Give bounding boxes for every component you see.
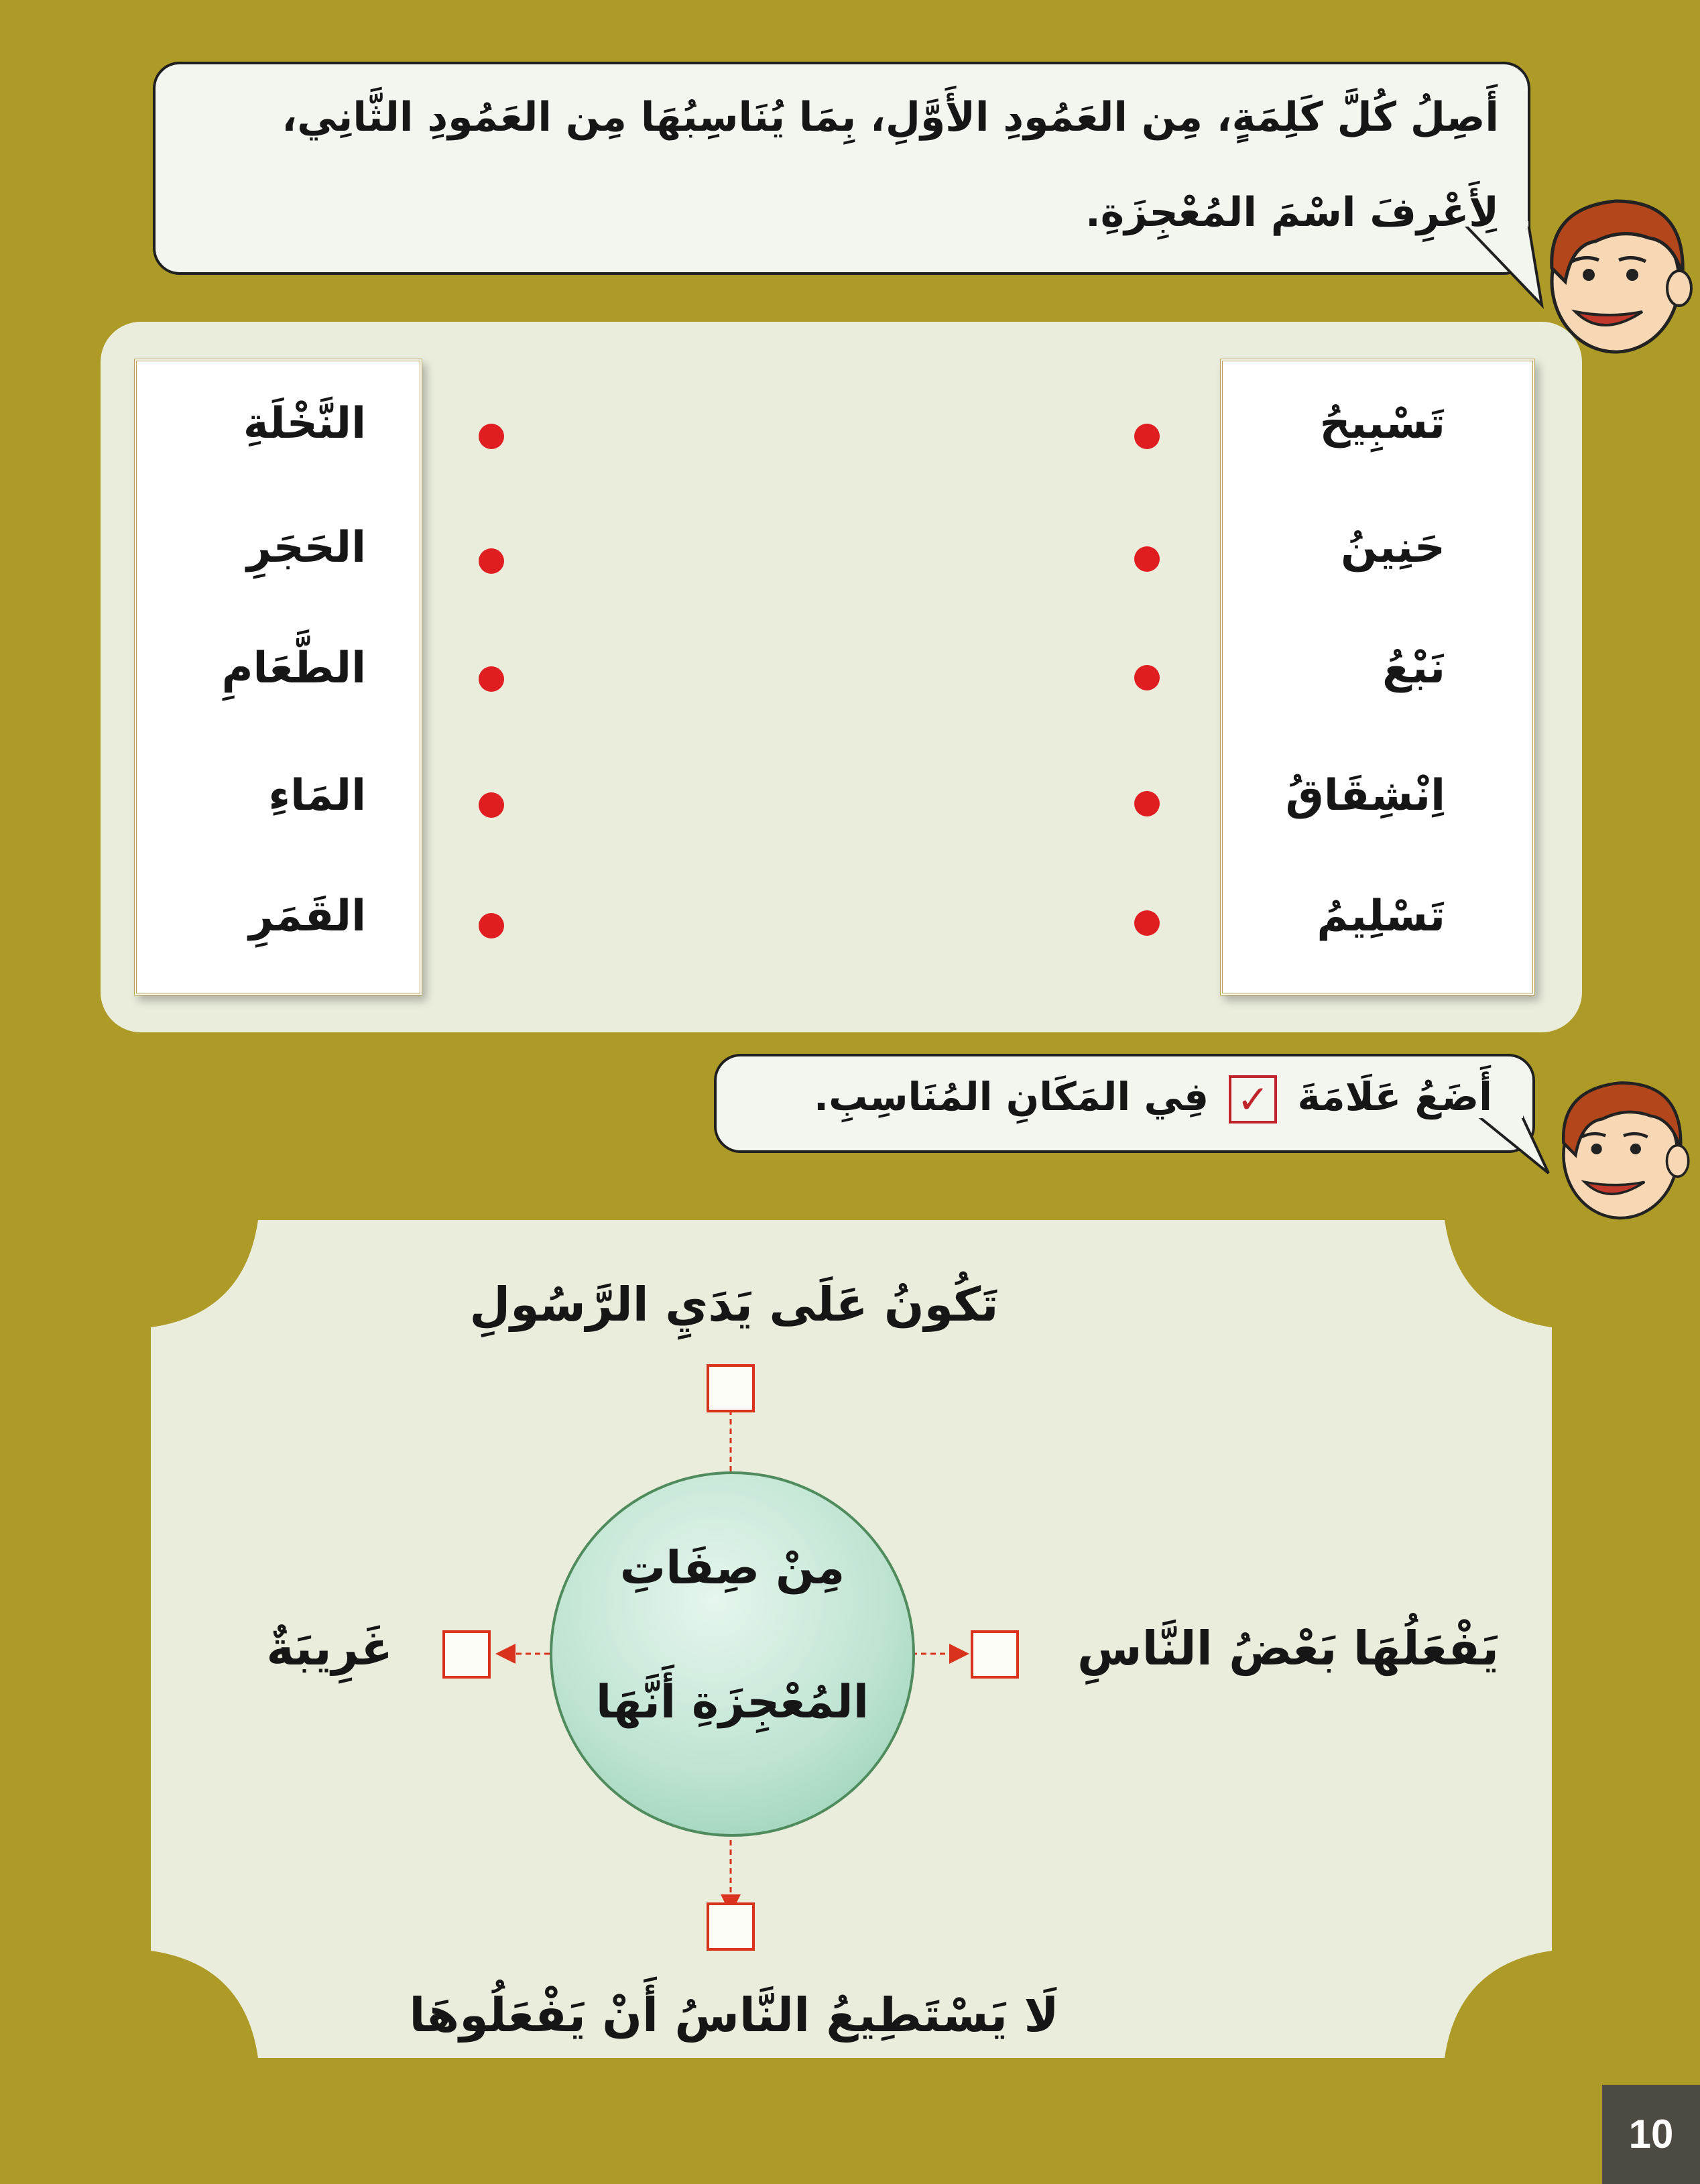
option-top: تَكُونُ عَلَى يَدَيِ الرَّسُولِ bbox=[469, 1277, 999, 1332]
column-1-word: تَسْلِيمُ bbox=[1317, 892, 1445, 941]
column-1-word: نَبْعُ bbox=[1382, 644, 1445, 693]
center-circle bbox=[550, 1471, 915, 1837]
page-number: 10 bbox=[1602, 2085, 1700, 2184]
column-2-word: النَّخْلَةِ bbox=[243, 399, 366, 448]
option-right: يَفْعَلُهَا بَعْضُ النَّاسِ bbox=[1077, 1621, 1499, 1676]
instruction-2-text-b: فِي المَكَانِ المُنَاسِبِ. bbox=[814, 1074, 1209, 1119]
column-2-word: المَاءِ bbox=[268, 771, 366, 821]
checkbox-right[interactable] bbox=[971, 1630, 1019, 1679]
checkbox-top[interactable] bbox=[707, 1364, 755, 1412]
column-2-word: القَمَرِ bbox=[249, 892, 366, 941]
instruction-1-line-1: أَصِلُ كُلَّ كَلِمَةٍ، مِن العَمُودِ الأَوَّلِ، بِمَا يُنَاسِبُهَا مِن العَمُودِ الثَّانِي، bbox=[282, 94, 1499, 141]
center-text-line-2: المُعْجِزَةِ أَنَّهَا bbox=[595, 1676, 869, 1729]
column-1-word: تَسْبِيحُ bbox=[1319, 399, 1445, 448]
instruction-2-text-a: أَضَعُ عَلَامَةَ bbox=[1297, 1074, 1492, 1119]
column-1-word: حَنِينُ bbox=[1341, 523, 1445, 572]
option-left: غَرِيبَةٌ bbox=[266, 1621, 393, 1676]
center-text-line-1: مِنْ صِفَاتِ bbox=[619, 1542, 845, 1595]
column-1-word: اِنْشِقَاقُ bbox=[1285, 771, 1445, 821]
check-mark-icon: ✓ bbox=[1229, 1075, 1277, 1124]
checkbox-bottom[interactable] bbox=[707, 1902, 755, 1951]
column-2-word: الحَجَرِ bbox=[246, 523, 366, 572]
option-bottom: لَا يَسْتَطِيعُ النَّاسُ أَنْ يَفْعَلُوهَا bbox=[409, 1988, 1059, 2043]
column-2-word: الطَّعَامِ bbox=[221, 644, 366, 693]
instruction-1-line-2: لِأَعْرِفَ اسْمَ المُعْجِزَةِ. bbox=[1085, 189, 1499, 236]
checkbox-left[interactable] bbox=[442, 1630, 491, 1679]
